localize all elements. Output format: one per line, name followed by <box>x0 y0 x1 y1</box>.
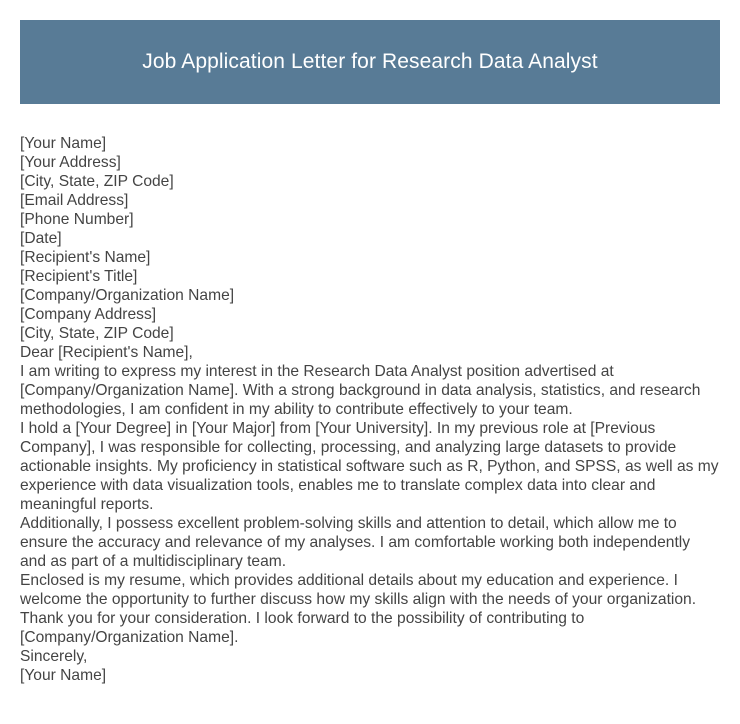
recipient-name: [Recipient's Name] <box>20 249 151 266</box>
recipient-city-state-zip: [City, State, ZIP Code] <box>20 325 174 342</box>
salutation: Dear [Recipient's Name], <box>20 344 193 361</box>
signature: [Your Name] <box>20 667 107 684</box>
paragraph-thanks: Thank you for your consideration. I look forward to the possibility of contributing to [Company/Organization Name]. <box>20 610 585 646</box>
sender-name: [Your Name] <box>20 135 107 152</box>
paragraph-intro: I am writing to express my interest in the Research Data Analyst position advertised at [Company/Organization Name]. With a strong background in data analysis, statistics, and research methodologies, I am confident in my ability to contribute effectively to your team. <box>20 363 701 418</box>
letter-body <box>20 134 720 685</box>
sender-address: [Your Address] <box>20 154 121 171</box>
paragraph-skills: Additionally, I possess excellent problem-solving skills and attention to detail, which allow me to ensure the accuracy and relevance of my analyses. I am comfortable working both independently and as part of a multidisciplinary team. <box>20 515 691 570</box>
recipient-company-address: [Company Address] <box>20 306 157 323</box>
paragraph-enclosure: Enclosed is my resume, which provides additional details about my education and experience. I welcome the opportunity to further discuss how my skills align with the needs of your organization. <box>20 572 697 608</box>
recipient-company: [Company/Organization Name] <box>20 287 235 304</box>
page-title: Job Application Letter for Research Data Analyst <box>142 50 598 73</box>
letter-date: [Date] <box>20 230 62 247</box>
sender-email: [Email Address] <box>20 192 129 209</box>
sender-city-state-zip: [City, State, ZIP Code] <box>20 173 174 190</box>
recipient-title: [Recipient's Title] <box>20 268 138 285</box>
sender-phone: [Phone Number] <box>20 211 134 228</box>
title-banner <box>20 20 720 104</box>
closing: Sincerely, <box>20 648 88 665</box>
paragraph-experience: I hold a [Your Degree] in [Your Major] from [Your University]. In my previous role at [Previous Company], I was responsible for collecting, processing, and analyzing large datasets to provide actionable insights. My proficiency in statistical software such as R, Python, and SPSS, as well as my experience with data visualization tools, enables me to translate complex data into clear and meaningful reports. <box>20 420 719 513</box>
